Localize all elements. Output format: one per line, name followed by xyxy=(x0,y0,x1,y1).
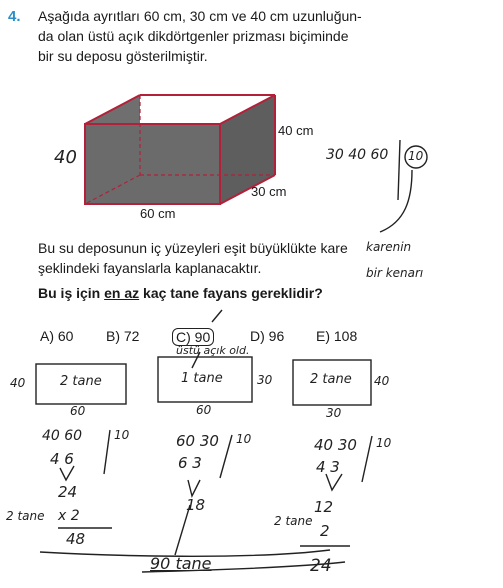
calc2-divisor: 10 xyxy=(236,432,252,446)
prism-front-face xyxy=(85,124,220,204)
calc1-quotients: 4 6 xyxy=(50,450,74,468)
calc2-product: 18 xyxy=(186,496,206,514)
option-e[interactable]: E) 108 xyxy=(316,328,358,344)
mult1-result: 48 xyxy=(66,530,86,548)
option-c[interactable]: C) 90 xyxy=(172,328,214,346)
gcd-calculation: 30 40 60 xyxy=(326,147,389,163)
box2-bottom-label: 60 xyxy=(196,403,212,417)
box3-right-label: 40 xyxy=(374,374,390,388)
width-dimension-label: 60 cm xyxy=(140,206,176,221)
calc1-product: 24 xyxy=(58,483,78,501)
mult3-result: 24 xyxy=(310,556,332,576)
box3-bottom-label: 30 xyxy=(326,406,342,420)
height-dimension-label: 40 cm xyxy=(278,123,314,138)
total-answer: 90 tane xyxy=(150,554,212,573)
depth-dimension-label: 30 cm xyxy=(251,184,287,199)
calc2-top: 60 30 xyxy=(176,432,219,450)
gcd-result: 10 xyxy=(408,149,424,163)
box2-label: 1 tane xyxy=(181,371,223,386)
box1-bottom-label: 60 xyxy=(70,404,86,418)
box2-right-label: 30 xyxy=(257,373,273,387)
question-prompt: Bu iş için en az kaç tane fayans gereklidir? xyxy=(38,285,323,301)
box1-left-label: 40 xyxy=(10,376,26,390)
note-karenin: karenin xyxy=(366,240,412,254)
question-text-line-1: Aşağıda ayrıtları 60 cm, 30 cm ve 40 cm uzunluğun- xyxy=(38,8,362,24)
note-open-top: üstü açık old. xyxy=(176,344,250,357)
calc3-divisor: 10 xyxy=(376,436,392,450)
calc3-product: 12 xyxy=(314,498,334,516)
option-a[interactable]: A) 60 xyxy=(40,328,74,344)
calc3-top: 40 30 xyxy=(314,436,357,454)
question-number: 4. xyxy=(8,8,21,25)
calc3-quotients: 4 3 xyxy=(316,458,340,476)
box1-label: 2 tane xyxy=(60,374,102,389)
mult1-label: 2 tane xyxy=(6,509,45,523)
question-text-line-5: şeklindeki fayanslarla kaplanacaktır. xyxy=(38,260,262,276)
question-text-line-4: Bu su deposunun iç yüzeyleri eşit büyüklükte kare xyxy=(38,240,348,256)
question-text-line-2: da olan üstü açık dikdörtgenler prizması biçiminde xyxy=(38,28,349,44)
mult3-factor: 2 xyxy=(320,522,330,540)
calc2-quotients: 6 3 xyxy=(178,454,202,472)
mult3-label: 2 tane xyxy=(274,514,313,528)
box3-label: 2 tane xyxy=(310,372,352,387)
option-b[interactable]: B) 72 xyxy=(106,328,140,344)
calc1-top: 40 60 xyxy=(42,428,83,444)
option-d[interactable]: D) 96 xyxy=(250,328,285,344)
note-bir-kenari: bir kenarı xyxy=(366,266,424,280)
height-handwritten-label: 40 xyxy=(54,147,77,168)
question-text-line-3: bir su deposu gösterilmiştir. xyxy=(38,48,208,64)
calc1-divisor: 10 xyxy=(114,428,130,442)
mult1-factor: x 2 xyxy=(58,508,80,524)
